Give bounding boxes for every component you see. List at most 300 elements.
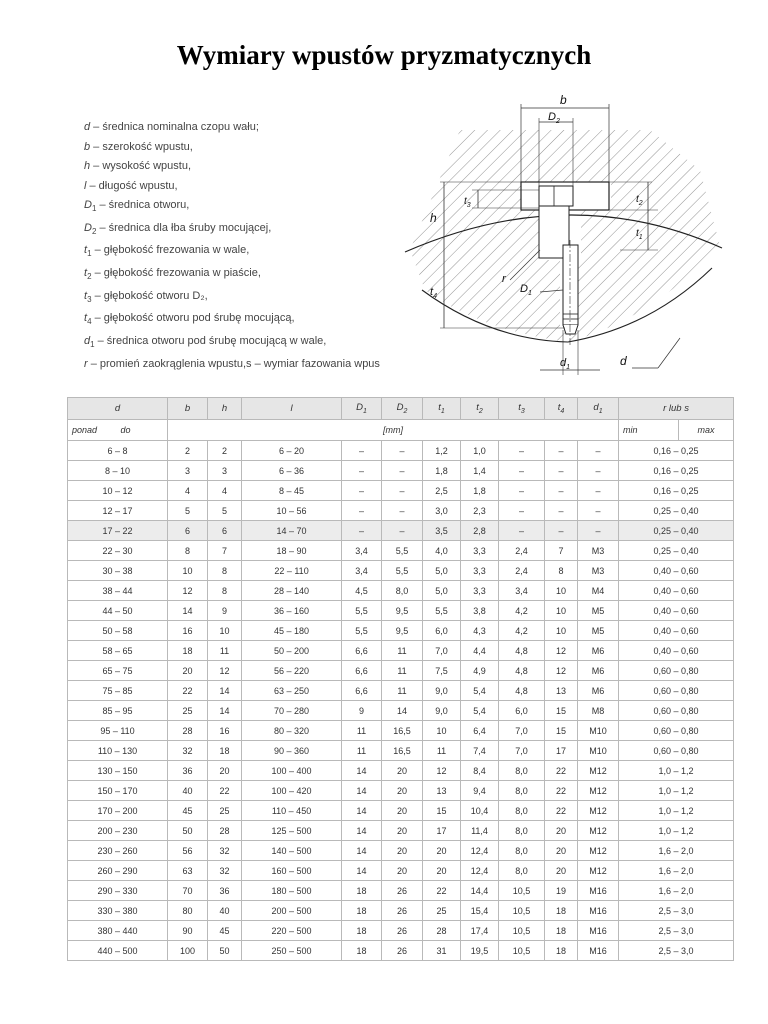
table-cell: 45 – 180 (242, 621, 342, 641)
table-cell: 200 – 500 (242, 901, 342, 921)
table-cell: 0,25 – 0,40 (619, 501, 734, 521)
table-cell: – (342, 501, 382, 521)
table-cell: 18 (342, 941, 382, 961)
table-cell: 10 (208, 621, 242, 641)
table-cell: 15 (423, 801, 461, 821)
table-cell: 4 (168, 481, 208, 501)
table-cell: 14 (382, 701, 423, 721)
table-cell: 4,9 (461, 661, 499, 681)
subheader-ponad: ponad (68, 420, 117, 441)
table-cell: 0,25 – 0,40 (619, 541, 734, 561)
table-cell: 0,40 – 0,60 (619, 621, 734, 641)
table-cell: 50 (208, 941, 242, 961)
table-row (68, 661, 734, 681)
table-row (68, 841, 734, 861)
table-row (68, 581, 734, 601)
table-cell: 8 – 45 (242, 481, 342, 501)
table-cell: 8 – 10 (68, 461, 168, 481)
table-cell: 9,0 (423, 681, 461, 701)
table-cell: 32 (208, 861, 242, 881)
table-cell: 20 (382, 841, 423, 861)
table-cell: 140 – 500 (242, 841, 342, 861)
table-cell: 56 – 220 (242, 661, 342, 681)
table-cell: M8 (578, 701, 619, 721)
table-cell: 9,5 (382, 601, 423, 621)
table-cell: 0,40 – 0,60 (619, 581, 734, 601)
table-cell: 2,5 (423, 481, 461, 501)
legend-item: $D_1$ – średnica otworu, (84, 199, 190, 214)
table-cell: – (499, 521, 545, 541)
table-cell: 180 – 500 (242, 881, 342, 901)
table-cell: M5 (578, 601, 619, 621)
table-cell: 9 (208, 601, 242, 621)
table-cell: 50 (168, 821, 208, 841)
table-cell: 20 (423, 841, 461, 861)
table-row (68, 441, 734, 461)
table-cell: 12 (208, 661, 242, 681)
table-cell: 80 – 320 (242, 721, 342, 741)
table-row (68, 621, 734, 641)
table-cell: M12 (578, 861, 619, 881)
table-cell: M6 (578, 681, 619, 701)
table-cell: 12 (545, 641, 578, 661)
table-cell: 20 (423, 861, 461, 881)
table-cell: 5,0 (423, 561, 461, 581)
table-cell: 0,16 – 0,25 (619, 441, 734, 461)
table-cell: 44 – 50 (68, 601, 168, 621)
table-row (68, 601, 734, 621)
label-t3: $t_3$ (464, 196, 471, 209)
table-cell: 18 (208, 741, 242, 761)
table-cell: 6 – 36 (242, 461, 342, 481)
table-cell: 0,60 – 0,80 (619, 661, 734, 681)
table-cell: – (499, 481, 545, 501)
table-cell: 50 – 58 (68, 621, 168, 641)
legend-item: r – promień zaokrąglenia wpustu,s – wymiar fazowania wpus (84, 357, 380, 370)
table-cell: 8,0 (499, 781, 545, 801)
table-cell: 58 – 65 (68, 641, 168, 661)
table-cell: 20 (545, 861, 578, 881)
table-cell: 1,2 (423, 441, 461, 461)
table-cell: 14 (342, 801, 382, 821)
table-cell: 95 – 110 (68, 721, 168, 741)
table-cell: 0,16 – 0,25 (619, 461, 734, 481)
table-cell: – (545, 461, 578, 481)
table-cell: M5 (578, 621, 619, 641)
table-cell: 0,16 – 0,25 (619, 481, 734, 501)
table-cell: 1,8 (461, 481, 499, 501)
table-cell: 12 (545, 661, 578, 681)
legend-item: b – szerokość wpustu, (84, 140, 193, 153)
table-cell: M12 (578, 821, 619, 841)
column-header: $D_1$ (342, 398, 382, 420)
table-cell: 4,3 (461, 621, 499, 641)
table-cell: 3,4 (499, 581, 545, 601)
table-cell: 8,0 (382, 581, 423, 601)
table-cell: 63 (168, 861, 208, 881)
table-cell: 13 (545, 681, 578, 701)
table-cell: – (545, 501, 578, 521)
column-header: h (208, 398, 242, 420)
table-cell: 5,4 (461, 701, 499, 721)
table-cell: 22 (208, 781, 242, 801)
table-cell: 20 (168, 661, 208, 681)
table-cell: 22 (545, 781, 578, 801)
table-cell: 19,5 (461, 941, 499, 961)
table-cell: 330 – 380 (68, 901, 168, 921)
key-dimensions-table (67, 397, 734, 961)
table-row (68, 821, 734, 841)
table-cell: 11 (382, 641, 423, 661)
label-h: h (430, 211, 437, 225)
table-row (68, 541, 734, 561)
table-cell: 32 (208, 841, 242, 861)
table-cell: 12 (423, 761, 461, 781)
table-cell: 2,5 – 3,0 (619, 921, 734, 941)
table-cell: 200 – 230 (68, 821, 168, 841)
table-cell: 0,60 – 0,80 (619, 721, 734, 741)
table-cell: 3,4 (342, 561, 382, 581)
table-cell: 10 – 12 (68, 481, 168, 501)
table-cell: 160 – 500 (242, 861, 342, 881)
table-cell: 4,8 (499, 641, 545, 661)
table-cell: – (578, 481, 619, 501)
table-cell: 14 (342, 821, 382, 841)
table-cell: 45 (208, 921, 242, 941)
table-cell: 3,0 (423, 501, 461, 521)
table-cell: – (545, 481, 578, 501)
table-cell: – (499, 441, 545, 461)
table-cell: – (382, 501, 423, 521)
table-cell: 4,8 (499, 681, 545, 701)
table-row (68, 881, 734, 901)
table-cell: 150 – 170 (68, 781, 168, 801)
table-cell: M10 (578, 721, 619, 741)
table-row (68, 641, 734, 661)
table-cell: 18 – 90 (242, 541, 342, 561)
table-cell: 20 (382, 861, 423, 881)
table-cell: 38 – 44 (68, 581, 168, 601)
table-cell: 6,6 (342, 661, 382, 681)
table-cell: 30 – 38 (68, 561, 168, 581)
column-header: $D_2$ (382, 398, 423, 420)
legend-item: $t_2$ – głębokość frezowania w piaście, (84, 267, 261, 282)
column-header: $t_1$ (423, 398, 461, 420)
label-d: d (620, 354, 627, 368)
table-cell: 18 (545, 901, 578, 921)
table-cell: – (382, 521, 423, 541)
table-cell: 36 (208, 881, 242, 901)
table-cell: 3,3 (461, 561, 499, 581)
table-cell: 8,0 (499, 841, 545, 861)
table-cell: 2,5 – 3,0 (619, 901, 734, 921)
table-row (68, 921, 734, 941)
table-cell: 3,5 (423, 521, 461, 541)
table-cell: 36 – 160 (242, 601, 342, 621)
table-cell: 70 (168, 881, 208, 901)
table-cell: 8,0 (499, 761, 545, 781)
table-cell: 5,5 (342, 601, 382, 621)
table-row (68, 721, 734, 741)
column-header: r lub s (619, 398, 734, 420)
table-cell: 6 (168, 521, 208, 541)
table-cell: 22 (423, 881, 461, 901)
table-cell: – (545, 441, 578, 461)
table-cell: 14 (208, 701, 242, 721)
legend-item: $t_1$ – głębokość frezowania w wale, (84, 244, 250, 259)
table-cell: 3,8 (461, 601, 499, 621)
table-cell: 11 (208, 641, 242, 661)
table-cell: 3,3 (461, 541, 499, 561)
column-header: b (168, 398, 208, 420)
label-d1: $d_1$ (560, 357, 571, 371)
table-cell: 4,2 (499, 621, 545, 641)
table-cell: 2,5 – 3,0 (619, 941, 734, 961)
table-cell: 10,5 (499, 881, 545, 901)
table-cell: 5 (168, 501, 208, 521)
table-cell: 1,0 – 1,2 (619, 781, 734, 801)
table-cell: 32 (168, 741, 208, 761)
table-cell: 6,6 (342, 641, 382, 661)
table-cell: 15,4 (461, 901, 499, 921)
legend-item: $t_4$ – głębokość otworu pod śrubę mocującą, (84, 312, 295, 327)
table-cell: 28 (208, 821, 242, 841)
legend-item: $d_1$ – średnica otworu pod śrubę mocującą w wale, (84, 335, 327, 350)
table-cell: 13 (423, 781, 461, 801)
table-cell: 6 – 20 (242, 441, 342, 461)
table-cell: 2 (168, 441, 208, 461)
table-cell: 15 (545, 721, 578, 741)
table-cell: 10 (545, 601, 578, 621)
table-cell: 8,0 (499, 821, 545, 841)
table-cell: 3,4 (342, 541, 382, 561)
table-cell: 0,60 – 0,80 (619, 681, 734, 701)
table-cell: 7,5 (423, 661, 461, 681)
table-cell: 19 (545, 881, 578, 901)
table-cell: 5,5 (382, 561, 423, 581)
table-cell: 22 – 30 (68, 541, 168, 561)
table-cell: M3 (578, 561, 619, 581)
table-cell: 100 – 420 (242, 781, 342, 801)
table-cell: 1,6 – 2,0 (619, 881, 734, 901)
column-header: l (242, 398, 342, 420)
table-row (68, 681, 734, 701)
table-cell: 100 – 400 (242, 761, 342, 781)
table-cell: 70 – 280 (242, 701, 342, 721)
label-t1: $t_1$ (636, 228, 643, 241)
table-cell: 26 (382, 901, 423, 921)
table-cell: 4,8 (499, 661, 545, 681)
table-cell: 15 (545, 701, 578, 721)
table-row (68, 941, 734, 961)
table-cell: 9 (342, 701, 382, 721)
label-d2: $D_2$ (548, 111, 560, 125)
table-cell: M4 (578, 581, 619, 601)
table-cell: 2,8 (461, 521, 499, 541)
table-row (68, 901, 734, 921)
table-cell: 5,4 (461, 681, 499, 701)
table-cell: 7 (208, 541, 242, 561)
table-cell: 7,0 (499, 721, 545, 741)
table-cell: 18 (545, 941, 578, 961)
table-cell: 14 (342, 861, 382, 881)
table-cell: 0,40 – 0,60 (619, 561, 734, 581)
table-cell: 17 (423, 821, 461, 841)
table-cell: 10 (168, 561, 208, 581)
table-cell: 20 (382, 761, 423, 781)
table-cell: 10 (545, 581, 578, 601)
table-cell: 11 (342, 721, 382, 741)
table-cell: 40 (168, 781, 208, 801)
table-cell: M3 (578, 541, 619, 561)
table-cell: 8 (545, 561, 578, 581)
table-cell: 12 – 17 (68, 501, 168, 521)
table-cell: 2 (208, 441, 242, 461)
table-cell: 440 – 500 (68, 941, 168, 961)
subheader-max: max (679, 420, 734, 441)
table-cell: 14,4 (461, 881, 499, 901)
table-cell: 5,5 (382, 541, 423, 561)
table-row (68, 781, 734, 801)
table-cell: – (578, 461, 619, 481)
table-cell: 7,4 (461, 741, 499, 761)
table-cell: 16 (168, 621, 208, 641)
table-cell: 50 – 200 (242, 641, 342, 661)
table-cell: 14 (208, 681, 242, 701)
table-cell: 9,0 (423, 701, 461, 721)
table-cell: 2,4 (499, 541, 545, 561)
table-cell: 14 – 70 (242, 521, 342, 541)
table-cell: 3 (208, 461, 242, 481)
table-cell: 17,4 (461, 921, 499, 941)
label-r: r (502, 273, 506, 285)
column-header: $d_1$ (578, 398, 619, 420)
table-subheader-row (68, 420, 734, 441)
table-cell: 0,60 – 0,80 (619, 701, 734, 721)
table-cell: 80 (168, 901, 208, 921)
table-cell: 75 – 85 (68, 681, 168, 701)
label-b: b (560, 93, 567, 107)
subheader-min: min (619, 420, 679, 441)
table-cell: 2,4 (499, 561, 545, 581)
table-cell: 2,3 (461, 501, 499, 521)
table-cell: 380 – 440 (68, 921, 168, 941)
table-cell: M12 (578, 761, 619, 781)
table-cell: – (382, 481, 423, 501)
table-cell: 11 (423, 741, 461, 761)
table-cell: 85 – 95 (68, 701, 168, 721)
screw-shank (563, 245, 578, 325)
table-cell: – (499, 501, 545, 521)
table-cell: 18 (342, 901, 382, 921)
table-cell: 14 (342, 781, 382, 801)
table-cell: 10 (423, 721, 461, 741)
table-cell: 22 (168, 681, 208, 701)
table-cell: 11,4 (461, 821, 499, 841)
table-cell: – (342, 441, 382, 461)
table-row (68, 861, 734, 881)
table-cell: 65 – 75 (68, 661, 168, 681)
table-cell: 16,5 (382, 721, 423, 741)
table-cell: 6 – 8 (68, 441, 168, 461)
table-cell: 1,6 – 2,0 (619, 841, 734, 861)
table-cell: M12 (578, 801, 619, 821)
table-cell: – (578, 501, 619, 521)
table-header-row (68, 398, 734, 420)
table-cell: 18 (342, 921, 382, 941)
table-cell: M6 (578, 661, 619, 681)
table-cell: 1,0 – 1,2 (619, 761, 734, 781)
table-cell: 125 – 500 (242, 821, 342, 841)
table-cell: 6,6 (342, 681, 382, 701)
table-cell: 14 (168, 601, 208, 621)
table-row (68, 461, 734, 481)
table-cell: 11 (342, 741, 382, 761)
table-cell: 25 (168, 701, 208, 721)
table-cell: 40 (208, 901, 242, 921)
table-cell: M6 (578, 641, 619, 661)
table-cell: 1,0 – 1,2 (619, 801, 734, 821)
table-cell: M16 (578, 921, 619, 941)
table-cell: – (545, 521, 578, 541)
table-cell: 8 (168, 541, 208, 561)
table-cell: 220 – 500 (242, 921, 342, 941)
table-cell: 110 – 130 (68, 741, 168, 761)
table-cell: 90 (168, 921, 208, 941)
table-cell: 230 – 260 (68, 841, 168, 861)
table-row (68, 741, 734, 761)
subheader-unit: [mm] (168, 420, 619, 441)
table-cell: 8,0 (499, 801, 545, 821)
table-cell: 4,0 (423, 541, 461, 561)
table-cell: 1,0 (461, 441, 499, 461)
table-cell: – (499, 461, 545, 481)
table-cell: 45 (168, 801, 208, 821)
symbol-legend (84, 118, 414, 374)
table-cell: 5,5 (423, 601, 461, 621)
table-cell: 25 (208, 801, 242, 821)
table-cell: 22 (545, 801, 578, 821)
table-cell: M10 (578, 741, 619, 761)
table-cell: 1,4 (461, 461, 499, 481)
label-t4: $t_4$ (430, 286, 437, 300)
table-cell: 0,25 – 0,40 (619, 521, 734, 541)
table-cell: M12 (578, 781, 619, 801)
table-cell: 28 (168, 721, 208, 741)
table-cell: 9,5 (382, 621, 423, 641)
column-header: d (68, 398, 168, 420)
table-cell: 14 (342, 841, 382, 861)
table-cell: 18 (342, 881, 382, 901)
table-cell: 11 (382, 661, 423, 681)
table-cell: 56 (168, 841, 208, 861)
table-cell: 260 – 290 (68, 861, 168, 881)
table-row (68, 761, 734, 781)
table-cell: 290 – 330 (68, 881, 168, 901)
table-cell: 22 (545, 761, 578, 781)
table-cell: 8 (208, 561, 242, 581)
column-header: $t_3$ (499, 398, 545, 420)
table-cell: 10,5 (499, 901, 545, 921)
table-cell: M16 (578, 901, 619, 921)
legend-item: d – średnica nominalna czopu wału; (84, 121, 259, 133)
label-d1-hole: $D_1$ (520, 283, 532, 297)
table-cell: 20 (545, 841, 578, 861)
table-cell: – (382, 441, 423, 461)
column-header: $t_2$ (461, 398, 499, 420)
table-cell: 10,5 (499, 921, 545, 941)
column-header: $t_4$ (545, 398, 578, 420)
